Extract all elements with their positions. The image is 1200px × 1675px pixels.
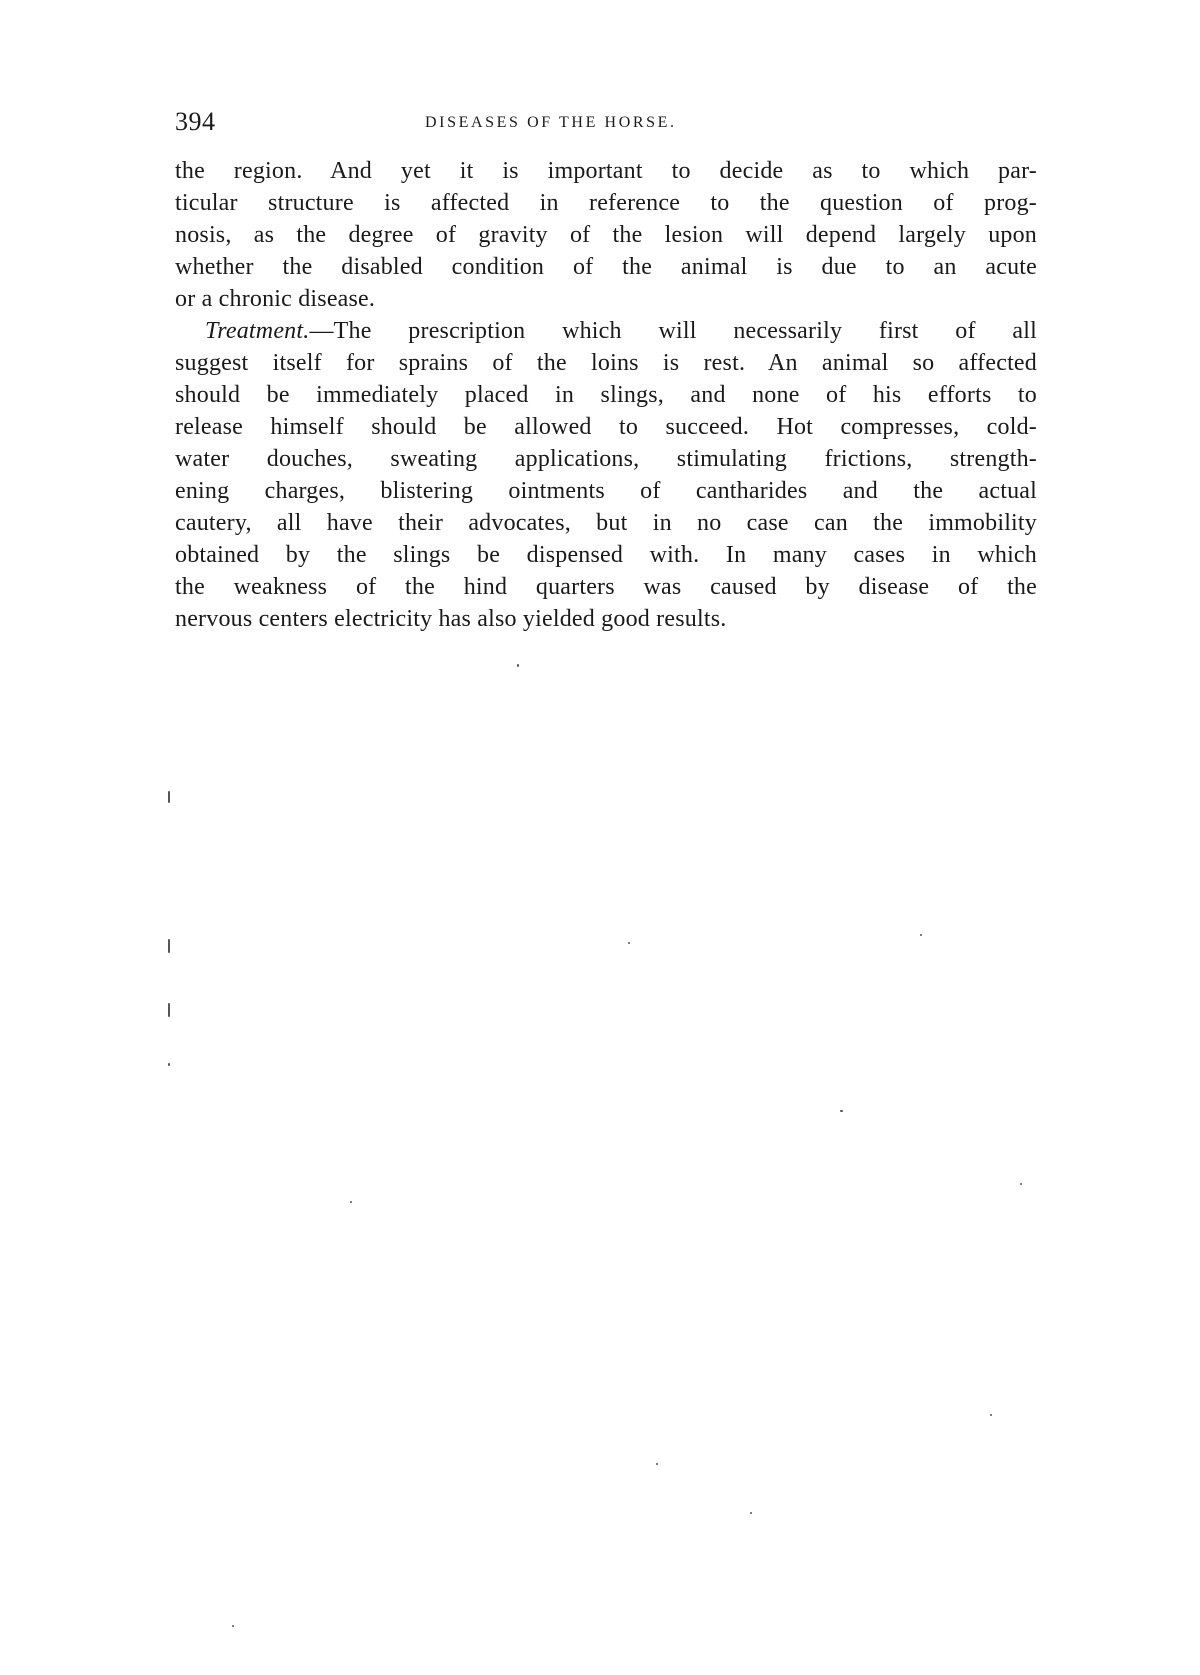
text-line: nosis, as the degree of gravity of the lesion will depend largely upon (175, 222, 1037, 248)
text-line: cautery, all have their advocates, but in no case can the immobility (175, 510, 1037, 536)
scan-speck (168, 1003, 170, 1017)
scan-speck (1020, 1183, 1022, 1185)
running-title: DISEASES OF THE HORSE. (425, 114, 677, 131)
treatment-heading: Treatment. (205, 318, 310, 344)
text-line: obtained by the slings be dispensed with. In many cases in which (175, 542, 1037, 568)
scan-speck (656, 1463, 658, 1465)
page-number: 394 (175, 107, 216, 136)
scan-speck (517, 664, 519, 667)
text-line (175, 315, 1037, 347)
scan-speck (168, 791, 170, 803)
scan-speck (350, 1201, 352, 1203)
running-head (175, 104, 1037, 140)
scan-speck (628, 942, 630, 944)
text-line: the weakness of the hind quarters was caused by disease of the (175, 574, 1037, 600)
text-line: should be immediately placed in slings, and none of his efforts to (175, 382, 1037, 408)
body-text (175, 155, 1037, 635)
paragraph-2 (175, 315, 1037, 635)
text-line: whether the disabled condition of the animal is due to an acute (175, 254, 1037, 280)
scan-speck (750, 1512, 752, 1514)
text-line: the region. And yet it is important to decide as to which par- (175, 158, 1037, 184)
scan-speck (990, 1414, 992, 1416)
text-line: nervous centers electricity has also yielded good results. (175, 606, 727, 632)
text-line: ening charges, blistering ointments of cantharides and the actual (175, 478, 1037, 504)
text-fragment: —The prescription which will necessarily first of all (309, 318, 1037, 344)
text-line: or a chronic disease. (175, 286, 376, 312)
text-line: suggest itself for sprains of the loins is rest. An animal so affected (175, 350, 1037, 376)
scan-speck (168, 1063, 170, 1066)
scan-speck (232, 1625, 234, 1627)
paragraph-1 (175, 155, 1037, 315)
text-line: release himself should be allowed to succeed. Hot compresses, cold- (175, 414, 1037, 440)
scan-speck (840, 1110, 843, 1112)
text-line: water douches, sweating applications, stimulating frictions, strength- (175, 446, 1037, 472)
scan-speck (168, 939, 170, 953)
scan-speck (920, 934, 922, 936)
text-line: ticular structure is affected in reference to the question of prog- (175, 190, 1037, 216)
